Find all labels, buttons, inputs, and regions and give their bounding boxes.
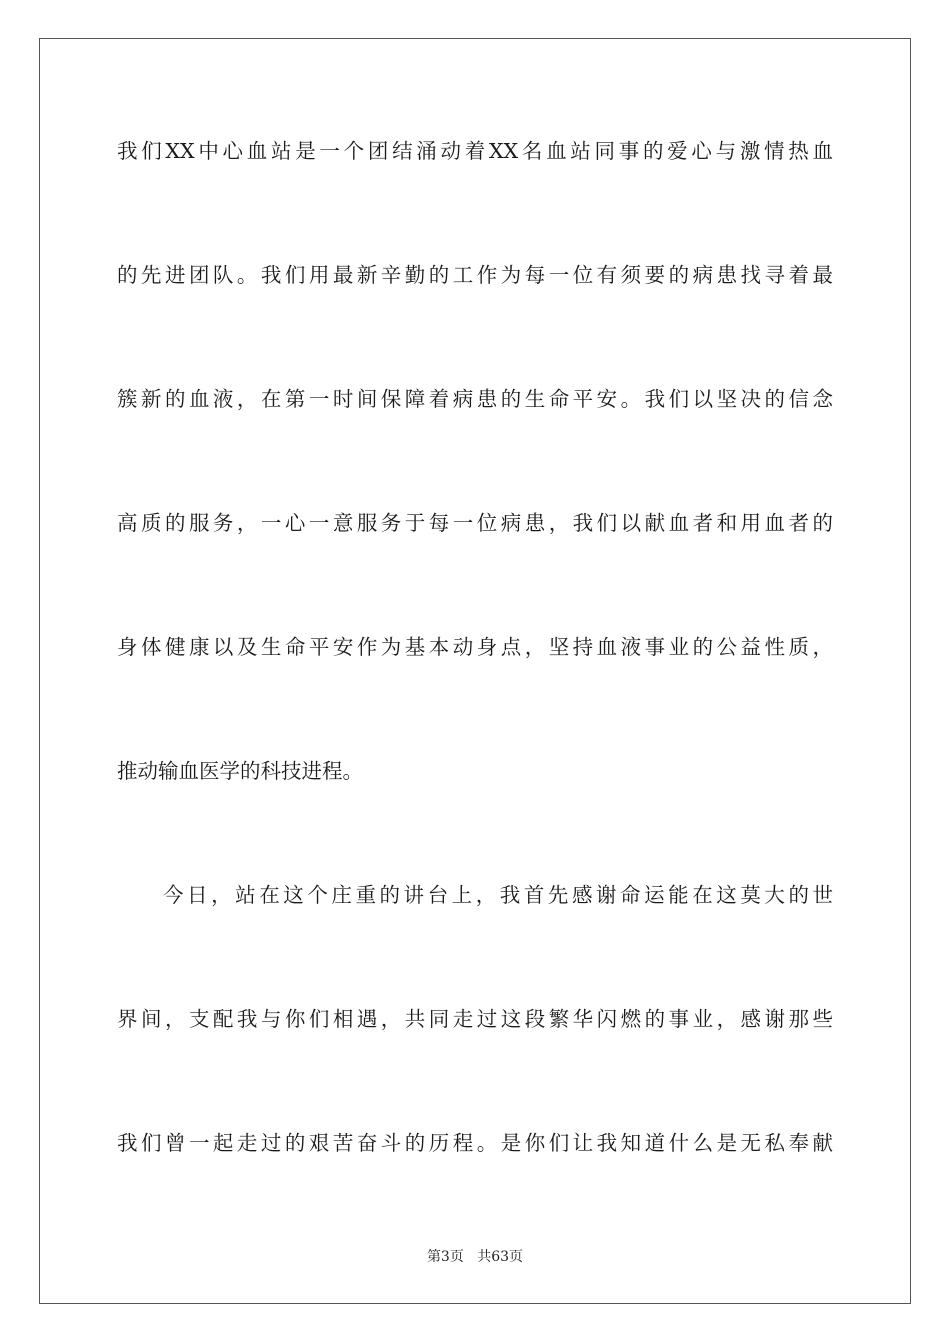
paragraph-line: 我们曾一起走过的艰苦奋斗的历程。是你们让我知道什么是无私奉献 (117, 1131, 833, 1155)
paragraph-line: 身体健康以及生命平安作为基本动身点，坚持血液事业的公益性质， (117, 635, 833, 659)
page-number: 第3页 (426, 1249, 464, 1265)
paragraph-line: 我们XX中心血站是一个团结涌动着XX名血站同事的爱心与激情热血 (117, 139, 833, 163)
paragraph-line: 推动输血医学的科技进程。 (117, 759, 363, 783)
page-total: 共63页 (477, 1249, 524, 1265)
paragraph-line: 簇新的血液，在第一时间保障着病患的生命平安。我们以坚决的信念 (117, 387, 833, 411)
page-border (39, 38, 911, 1304)
paragraph-line: 高质的服务，一心一意服务于每一位病患，我们以献血者和用血者的 (117, 511, 833, 535)
paragraph-line: 今日，站在这个庄重的讲台上，我首先感谢命运能在这莫大的世 (163, 883, 833, 907)
paragraph-line: 的先进团队。我们用最新辛勤的工作为每一位有须要的病患找寻着最 (117, 263, 833, 287)
page-footer (0, 1248, 950, 1266)
paragraph-line: 界间，支配我与你们相遇，共同走过这段繁华闪燃的事业，感谢那些 (117, 1007, 833, 1031)
